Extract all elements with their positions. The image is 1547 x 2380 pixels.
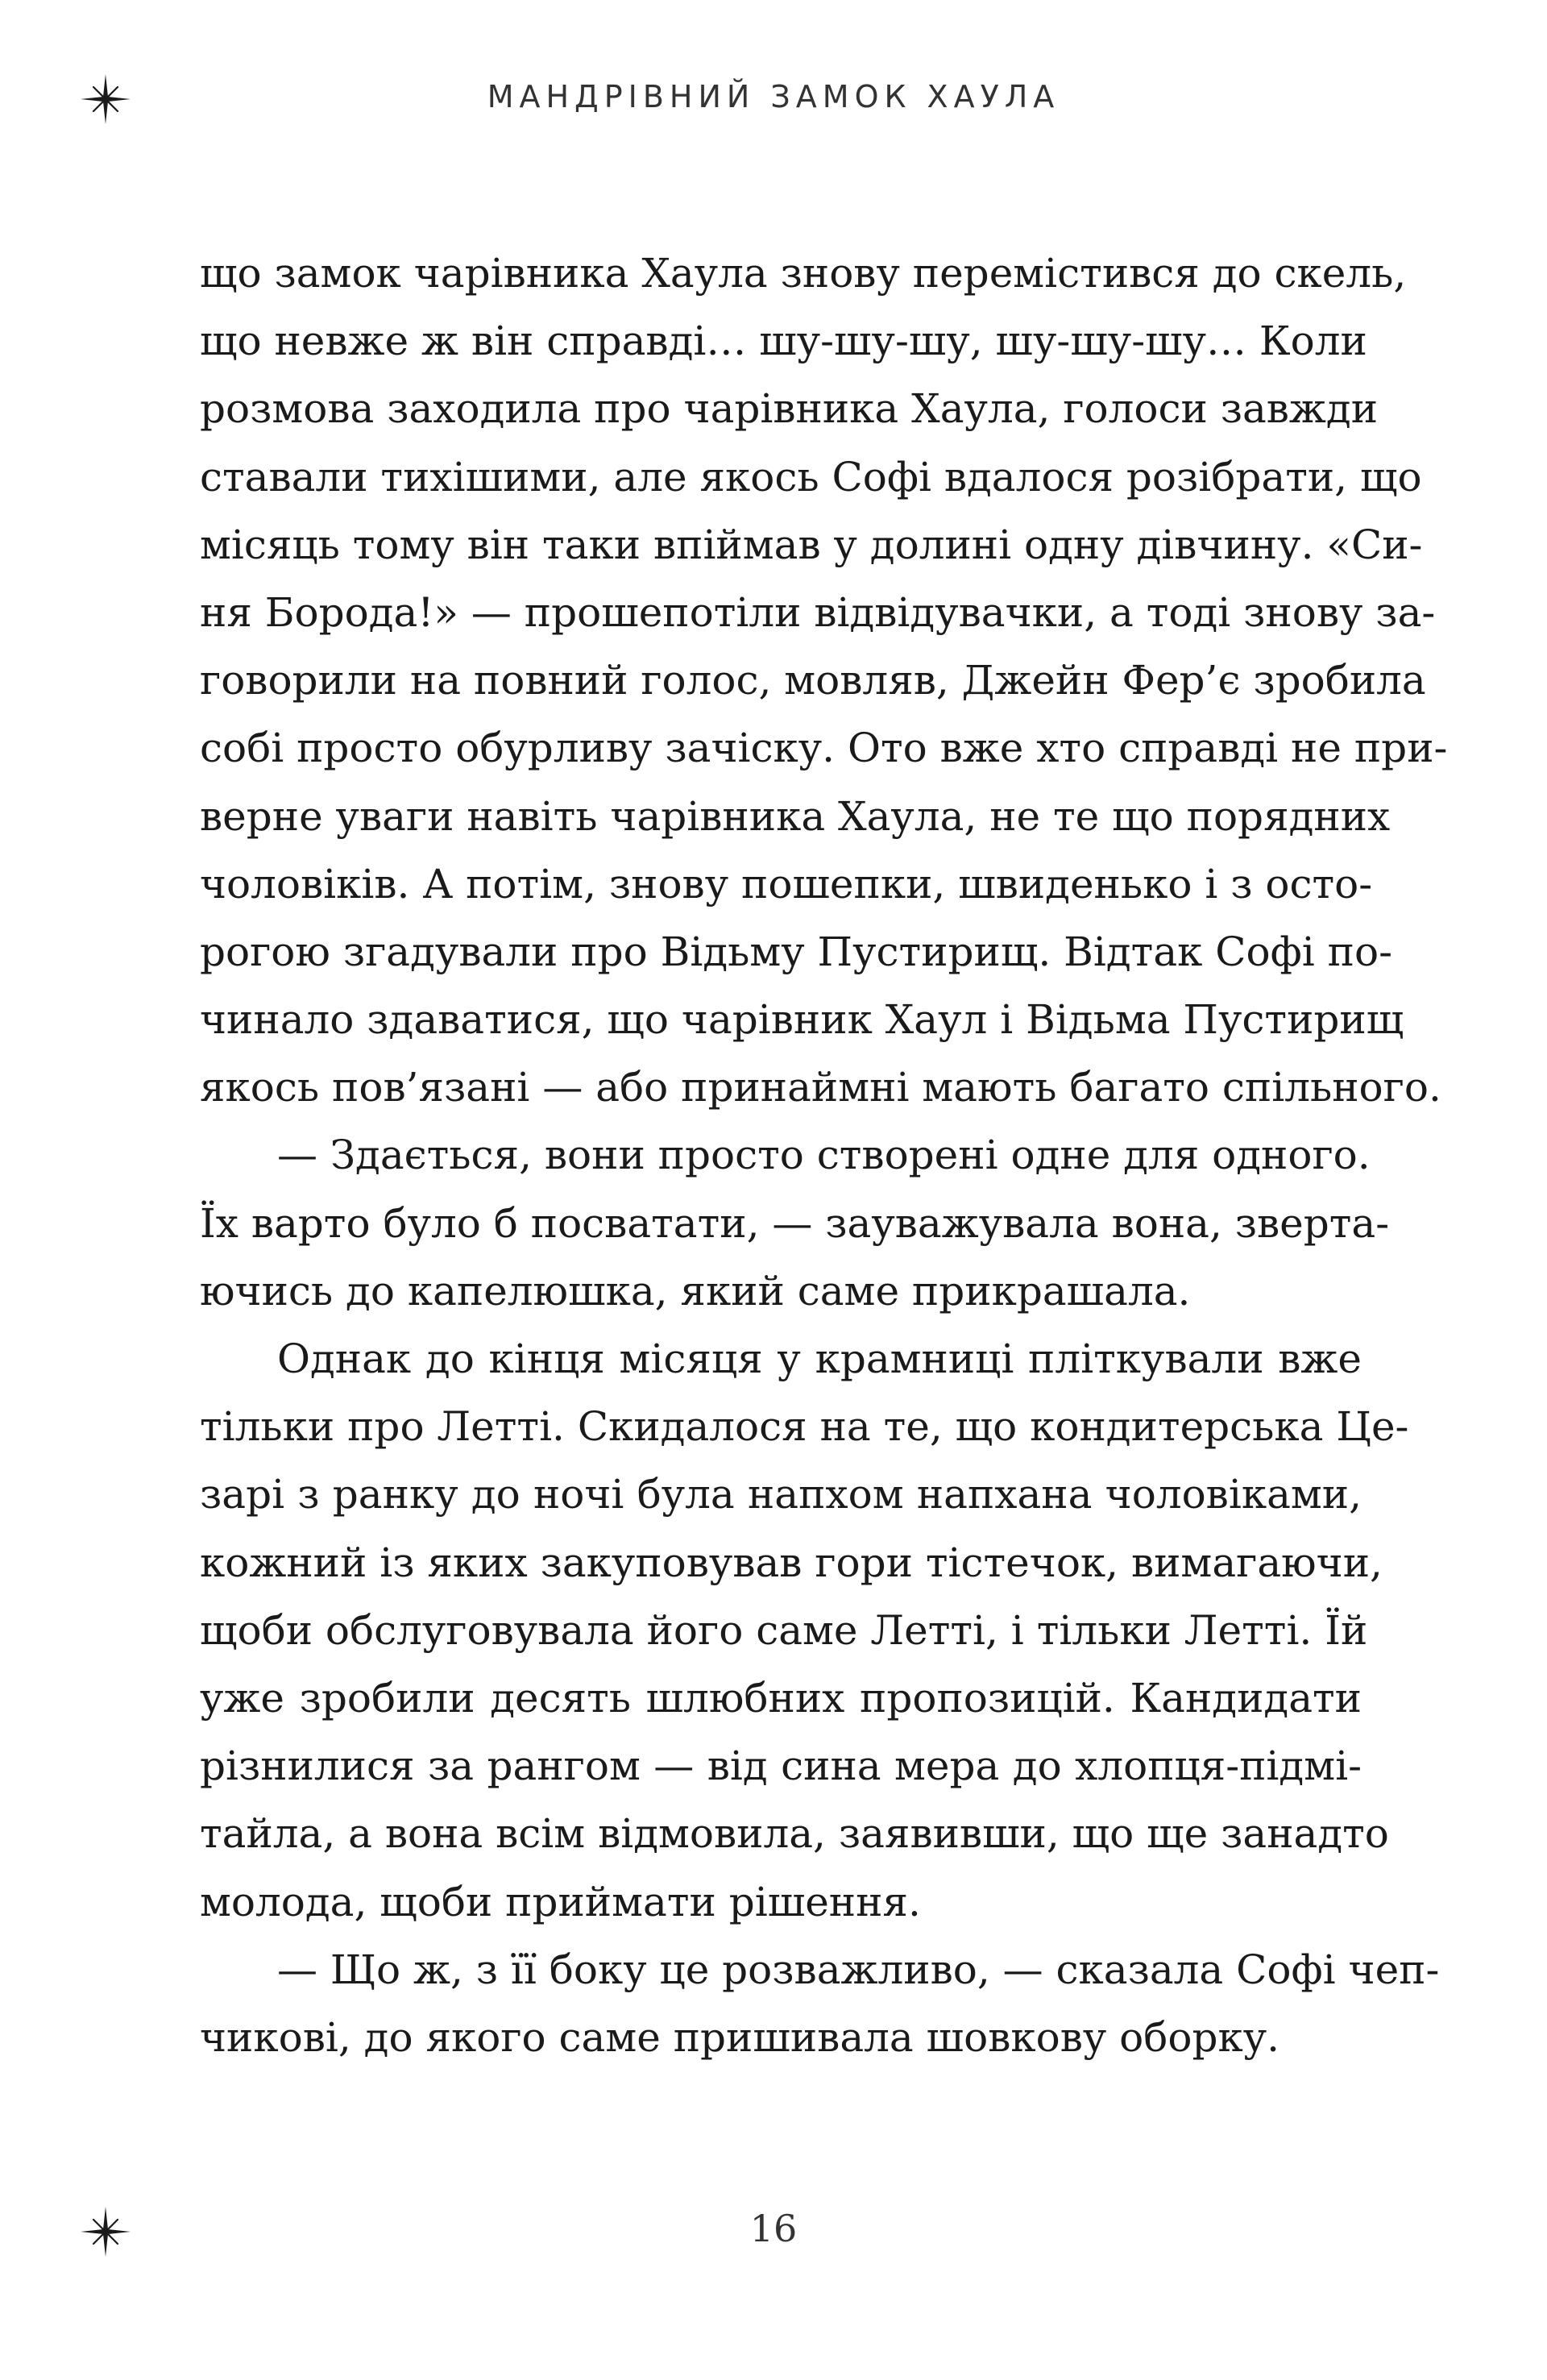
- text-line: молода, щоби приймати рішення.: [200, 1878, 921, 1925]
- text-line: чикові, до якого саме пришивала шовкову оборку.: [200, 2013, 1280, 2061]
- text-line: різнилися за рангом — від сина мера до хлопця-підмі-: [200, 1742, 1362, 1790]
- body-text: [200, 239, 1448, 2071]
- text-line: зарі з ранку до ночі була напхом напхана чоловіками,: [200, 1471, 1362, 1518]
- text-line: — Здається, вони просто створені одне для одного.: [277, 1132, 1371, 1179]
- text-line: ючись до капелюшка, який саме прикрашала.: [200, 1267, 1191, 1315]
- text-line: тільки про Летті. Скидалося на те, що кондитерська Це-: [200, 1403, 1409, 1451]
- text-line: Однак до кінця місяця у крамниці пліткували вже: [277, 1335, 1362, 1382]
- text-line: чоловіків. А потім, знову пошепки, швиденько і з осто-: [200, 860, 1373, 908]
- page-number: 16: [749, 2207, 798, 2250]
- text-line: рогою згадували про Відьму Пустирищ. Відтак Софі по-: [200, 928, 1392, 975]
- text-line: собі просто обурливу зачіску. Ото вже хто справді не при-: [200, 725, 1448, 772]
- text-line: — Що ж, з її боку це розважливо, — сказала Софі чеп-: [277, 1946, 1440, 1993]
- text-line: Їх варто було б посватати, — зауважувала вона, зверта-: [200, 1199, 1390, 1247]
- text-line: якось пов’язані — або принаймні мають багато спільного.: [200, 1064, 1441, 1111]
- text-line: щоби обслуговувала його саме Летті, і тільки Летті. Їй: [200, 1606, 1368, 1654]
- text-line: чинало здаватися, що чарівник Хаул і Відьма Пустирищ: [200, 996, 1404, 1044]
- text-line: ставали тихішими, але якось Софі вдалося розібрати, що: [200, 453, 1422, 501]
- text-line: розмова заходила про чарівника Хаула, голоси завжди: [200, 385, 1379, 433]
- text-line: що замок чарівника Хаула знову перемістився до скель,: [200, 250, 1407, 297]
- text-line: ня Борода!» — прошепотіли відвідувачки, а тоді знову за-: [200, 588, 1436, 636]
- text-line: що невже ж він справді… шу-шу-шу, шу-шу-шу… Коли: [200, 318, 1367, 365]
- text-line: верне уваги навіть чарівника Хаула, не те що порядних: [200, 792, 1391, 840]
- text-line: говорили на повний голос, мовляв, Джейн Фер’є зробила: [200, 657, 1426, 704]
- running-head-title: МАНДРІВНИЙ ЗАМОК ХАУЛА: [487, 79, 1060, 114]
- text-line: тайла, а вона всім відмовила, заявивши, що ще занадто: [200, 1810, 1389, 1858]
- text-line: уже зробили десять шлюбних пропозицій. Кандидати: [200, 1674, 1362, 1722]
- text-line: місяць тому він таки впіймав у долині одну дівчину. «Си-: [200, 521, 1423, 568]
- text-line: кожний із яких закуповував гори тістечок, вимагаючи,: [200, 1539, 1383, 1586]
